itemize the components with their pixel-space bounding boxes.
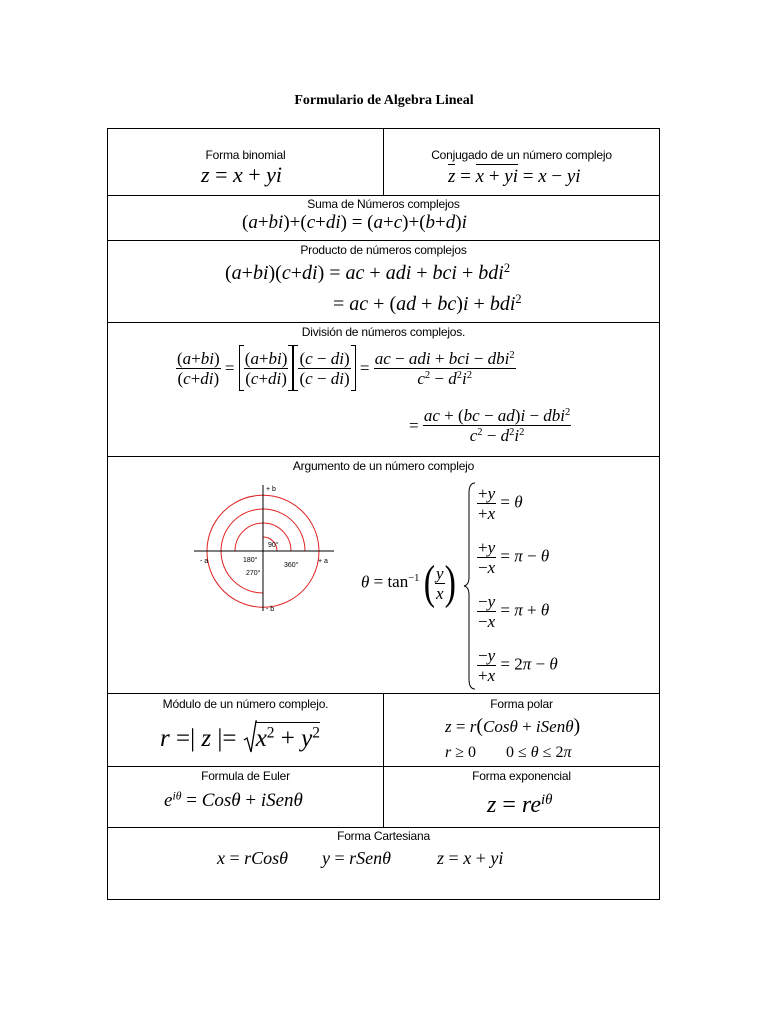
formula-table — [107, 128, 660, 900]
formula-suma: (a+bi)+(c+di) = (a+c)+(b+d)i — [242, 212, 467, 233]
row-suma — [108, 196, 659, 241]
argument-diagram — [194, 477, 344, 613]
label-forma-binomial: Forma binomial — [205, 148, 286, 162]
row-euler-exponencial — [108, 767, 659, 828]
cell-exponencial — [384, 767, 659, 827]
label-division: División de números complejos. — [301, 325, 466, 339]
label-suma: Suma de Números complejos — [307, 197, 460, 211]
case-3: $\frac{-y}{-x}$ = π + θ — [478, 592, 550, 631]
axis-label-pos-b: + b — [266, 486, 276, 493]
case-4: $\frac{-y}{+x}$ = 2π − θ — [478, 646, 558, 685]
cell-conjugado — [384, 129, 659, 195]
row-division — [108, 323, 659, 457]
formula-division-2: = $\frac{ac + (bc - ad)i - dbi^2}{c^2 - d^2i^2}$ — [409, 406, 571, 445]
row-binomial-conjugado — [108, 129, 659, 196]
formula-polar-2: r ≥ 0 0 ≤ θ ≤ 2π — [445, 744, 572, 761]
label-polar: Forma polar — [490, 697, 553, 711]
formula-forma-binomial: z = x + yi — [201, 162, 283, 187]
label-cartesiana: Forma Cartesiana — [337, 829, 430, 843]
formula-exponencial: $z = re^{i\theta}$ — [487, 791, 553, 818]
cell-modulo — [108, 694, 384, 766]
row-modulo-polar — [108, 694, 659, 767]
cell-polar — [384, 694, 659, 766]
angle-label-180: 180° — [243, 557, 258, 564]
formula-polar-1: z = r(Cosθ + iSenθ) — [445, 715, 581, 737]
formula-euler: $e^{i\theta} = Cos\theta$ + iSenθ — [164, 789, 303, 811]
row-argumento — [108, 457, 659, 694]
formula-modulo: r =| z |= $x^2 + y^2$ — [160, 720, 320, 754]
formula-producto-2: = ac + (ad + bc)i + bdi$^2$ — [333, 292, 522, 315]
label-euler: Formula de Euler — [201, 769, 290, 783]
label-producto: Producto de números complejos — [300, 243, 467, 257]
case-1: $\frac{+y}{+x}$ = θ — [478, 484, 523, 523]
page-title: Formulario de Algebra Lineal — [294, 93, 474, 108]
axis-label-neg-a: - a — [200, 558, 209, 565]
cases-brace — [463, 481, 477, 691]
formula-argumento-main: $\theta = \tan^{-1}$ ( $\frac{y}{x}$ ) — [361, 556, 456, 609]
cell-euler — [108, 767, 384, 827]
case-2: $\frac{+y}{-x}$ = π − θ — [478, 538, 550, 577]
row-cartesiana — [108, 828, 659, 899]
formula-cartesiana: x = rCosθ y = rSenθ z = x + yi — [217, 848, 504, 868]
label-conjugado: Conjugado de un número complejo — [431, 148, 612, 162]
label-argumento: Argumento de un número complejo — [292, 459, 475, 473]
label-exponencial: Forma exponencial — [472, 769, 571, 783]
formula-division-1: $\frac{(a+bi)}{(c+di)}$ = $\frac{(a+bi)}{(c+di)}$ $\frac{(c - di)}{(c - di)}$ = $\frac{ac - adi + bci - dbi^2}{c^2 - d^2i^2}$ — [176, 345, 516, 391]
cell-forma-binomial — [108, 129, 384, 195]
axis-label-pos-a: + a — [318, 558, 328, 565]
angle-label-270: 270° — [246, 570, 261, 577]
label-modulo: Módulo de un número complejo. — [162, 697, 329, 711]
angle-label-360: 360° — [284, 562, 299, 569]
formula-conjugado: z = x + yi = x − yi — [448, 166, 581, 187]
row-producto — [108, 241, 659, 323]
angle-label-90: 90° — [268, 542, 279, 549]
formula-producto-1: (a+bi)(c+di) = ac + adi + bci + bdi$^2$ — [225, 261, 511, 284]
axis-label-neg-b: - b — [266, 606, 275, 613]
